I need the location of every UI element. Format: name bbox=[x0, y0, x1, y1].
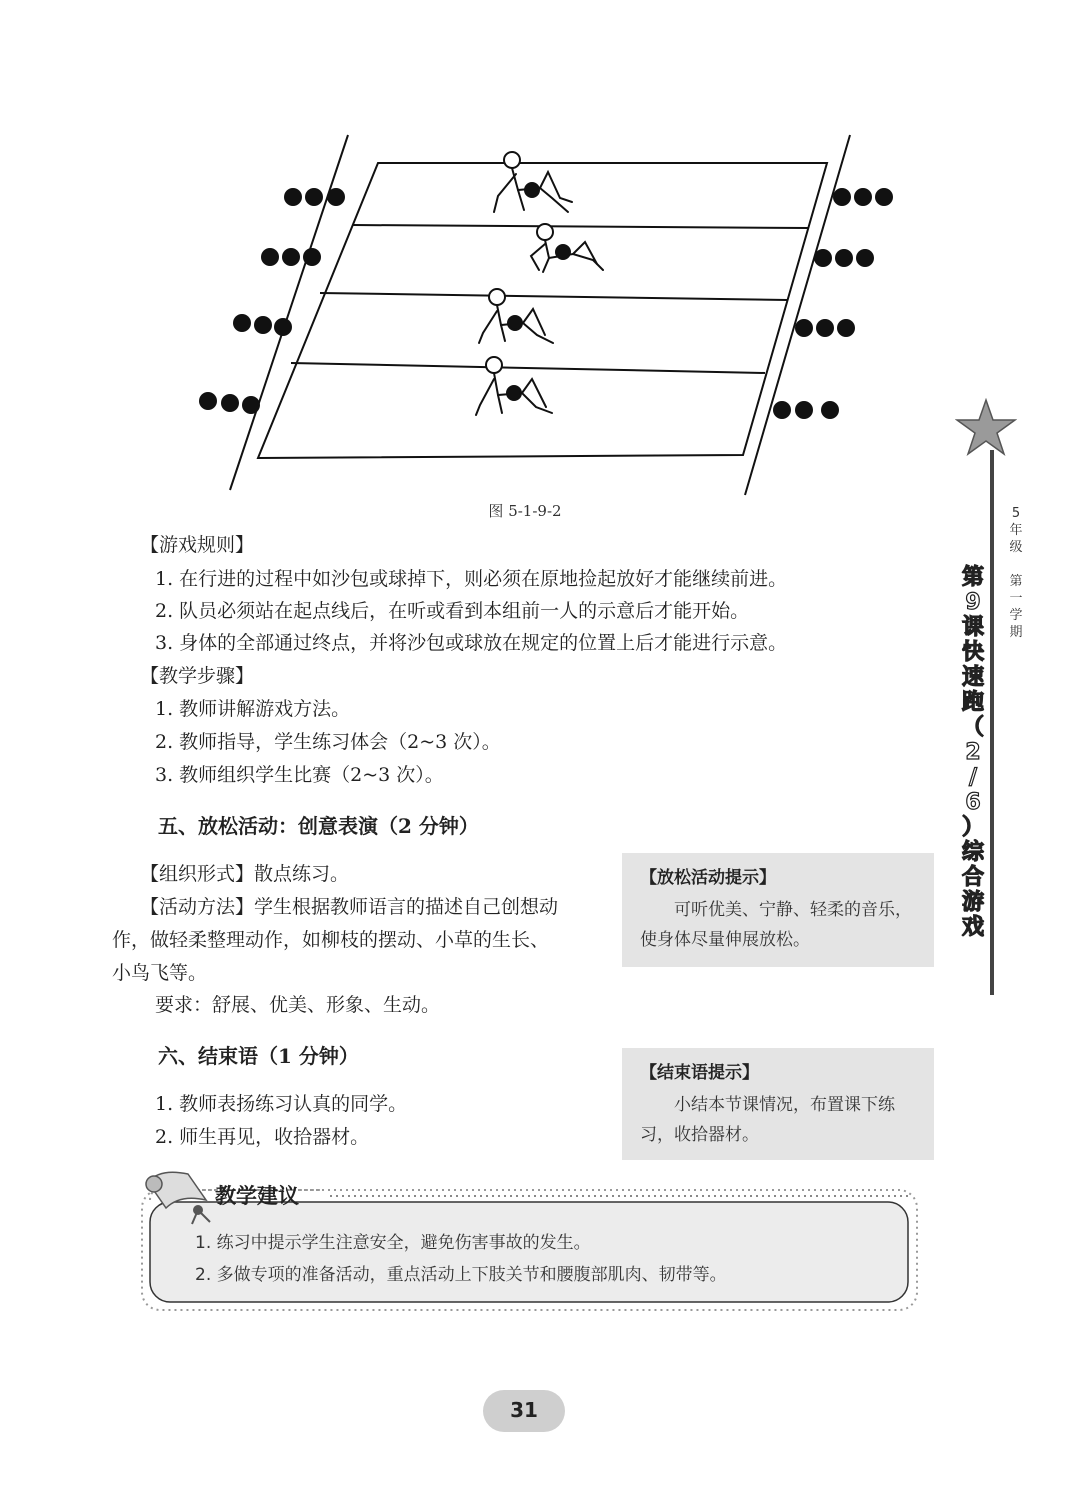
rule-item: 3. 身体的全部通过终点，并将沙包或球放在规定的位置上后才能进行示意。 bbox=[155, 632, 788, 654]
balls-right bbox=[773, 188, 893, 419]
section5-method: 小鸟飞等。 bbox=[112, 962, 208, 984]
section6-item: 2. 师生再见，收拾器材。 bbox=[155, 1126, 370, 1148]
side-lesson-title bbox=[958, 565, 988, 940]
relax-tip-title: 【放松活动提示】 bbox=[640, 868, 776, 888]
figure-caption: 图 5-1-9-2 bbox=[488, 502, 562, 520]
rule-item: 2. 队员必须站在起点线后，在听或看到本组前一人的示意后才能开始。 bbox=[155, 600, 750, 622]
advice-title: 教学建议 bbox=[215, 1184, 299, 1208]
section5-requirement: 要求：舒展、优美、形象、生动。 bbox=[155, 994, 441, 1016]
crab-walker-figures bbox=[476, 152, 603, 415]
balls-left bbox=[199, 188, 345, 414]
side-bar bbox=[990, 450, 994, 995]
grade-label: 5 年 级 bbox=[1009, 506, 1023, 555]
steps-heading: 【教学步骤】 bbox=[140, 665, 255, 687]
rules-heading: 【游戏规则】 bbox=[140, 534, 255, 556]
section5-title: 五、放松活动：创意表演（2 分钟） bbox=[158, 814, 479, 838]
end-tip-title: 【结束语提示】 bbox=[640, 1063, 759, 1083]
relax-tip-box bbox=[622, 853, 934, 967]
section5-org-form: 【组织形式】散点练习。 bbox=[140, 863, 350, 885]
relax-tip-text: 可听优美、宁静、轻柔的音乐，使身体尽量伸展放松。 bbox=[640, 900, 912, 950]
section5-method: 作，做轻柔整理动作，如柳枝的摆动、小草的生长、 bbox=[112, 929, 550, 951]
advice-item: 1. 练习中提示学生注意安全，避免伤害事故的发生。 bbox=[195, 1233, 591, 1253]
lesson-label: 第 9 课 bbox=[961, 565, 984, 640]
lane-game-figure bbox=[190, 125, 910, 505]
term-label: 第 一 学 期 bbox=[1009, 574, 1023, 640]
section5-method: 【活动方法】学生根据教师语言的描述自己创想动 bbox=[140, 896, 559, 918]
rule-item: 1. 在行进的过程中如沙包或球掉下，则必须在原地捡起放好才能继续前进。 bbox=[155, 568, 788, 590]
end-tip-box bbox=[622, 1048, 934, 1160]
section6-title: 六、结束语（1 分钟） bbox=[158, 1044, 359, 1068]
star-icon bbox=[955, 398, 1017, 456]
side-grade bbox=[1006, 505, 1026, 641]
step-item: 3. 教师组织学生比赛（2~3 次）。 bbox=[155, 764, 444, 786]
step-item: 2. 教师指导，学生练习体会（2~3 次）。 bbox=[155, 731, 501, 753]
page-number: 31 bbox=[510, 1398, 538, 1422]
section6-item: 1. 教师表扬练习认真的同学。 bbox=[155, 1093, 408, 1115]
step-item: 1. 教师讲解游戏方法。 bbox=[155, 698, 351, 720]
advice-item: 2. 多做专项的准备活动，重点活动上下肢关节和腰腹部肌肉、韧带等。 bbox=[195, 1265, 727, 1285]
topic-label: 快 速 跑 （ 2 / 6 ） 综 合 游 戏 bbox=[961, 640, 984, 940]
end-tip-text: 小结本节课情况，布置课下练习，收拾器材。 bbox=[640, 1095, 895, 1145]
